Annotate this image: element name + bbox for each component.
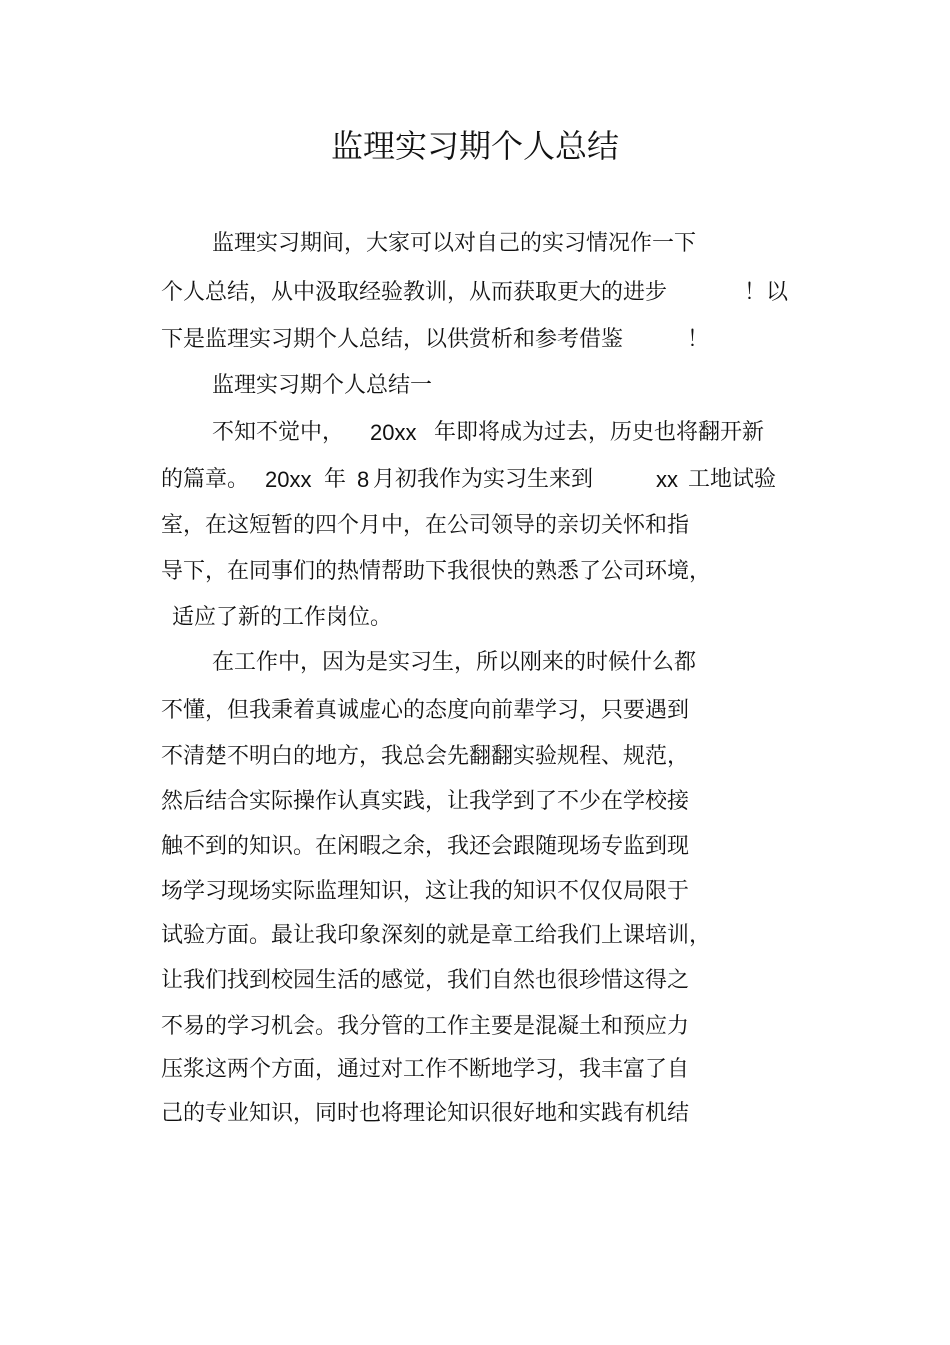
text-segment: 监理实习期间，大家可以对自己的实习情况作一下 — [212, 231, 697, 256]
text-segment: 在工作中，因为是实习生，所以刚来的时候什么都 — [212, 650, 697, 675]
text-segment: 然后结合实际操作认真实践，让我学到了不少在学校接 — [161, 789, 690, 814]
text-segment: 20xx — [370, 420, 417, 445]
text-segment: 20xx — [265, 467, 312, 492]
text-segment: 不清楚不明白的地方，我总会先翻翻实验规程、规范， — [161, 744, 690, 769]
text-segment: 月初我作为实习生来到 — [373, 467, 594, 492]
text-segment: 不易的学习机会。我分管的工作主要是混凝土和预应力 — [161, 1014, 690, 1039]
text-segment: ！以 — [744, 280, 789, 305]
text-segment: 工地试验 — [688, 467, 777, 492]
text-segment: 导下，在同事们的热情帮助下我很快的熟悉了公司环境， — [161, 559, 712, 584]
text-segment: 下是监理实习期个人总结，以供赏析和参考借鉴 — [161, 327, 624, 352]
text-segment: 适应了新的工作岗位。 — [172, 605, 393, 630]
document-title: 监理实习期个人总结 — [330, 127, 619, 165]
text-segment: 不知不觉中， — [212, 420, 345, 445]
text-segment: 场学习现场实际监理知识，这让我的知识不仅仅局限于 — [161, 879, 690, 904]
text-segment: ！ — [687, 327, 710, 352]
text-segment: xx — [656, 467, 678, 492]
text-segment: 己的专业知识，同时也将理论知识很好地和实践有机结 — [161, 1101, 690, 1126]
text-segment: 年即将成为过去，历史也将翻开新 — [434, 420, 765, 445]
text-segment: 试验方面。最让我印象深刻的就是章工给我们上课培训， — [161, 923, 712, 948]
text-segment: 年 — [324, 467, 347, 492]
text-segment: 8 — [357, 467, 370, 492]
text-segment: 室，在这短暂的四个月中，在公司领导的亲切关怀和指 — [161, 513, 690, 538]
text-segment: 的篇章。 — [161, 467, 250, 492]
text-segment: 不懂，但我秉着真诚虚心的态度向前辈学习，只要遇到 — [161, 698, 690, 723]
text-segment: 压浆这两个方面，通过对工作不断地学习，我丰富了自 — [161, 1057, 690, 1082]
text-segment: 监理实习期个人总结一 — [212, 373, 433, 398]
text-segment: 触不到的知识。在闲暇之余，我还会跟随现场专监到现 — [161, 834, 690, 859]
text-segment: 个人总结，从中汲取经验教训，从而获取更大的进步 — [161, 280, 668, 305]
text-segment: 让我们找到校园生活的感觉，我们自然也很珍惜这得之 — [161, 968, 690, 993]
